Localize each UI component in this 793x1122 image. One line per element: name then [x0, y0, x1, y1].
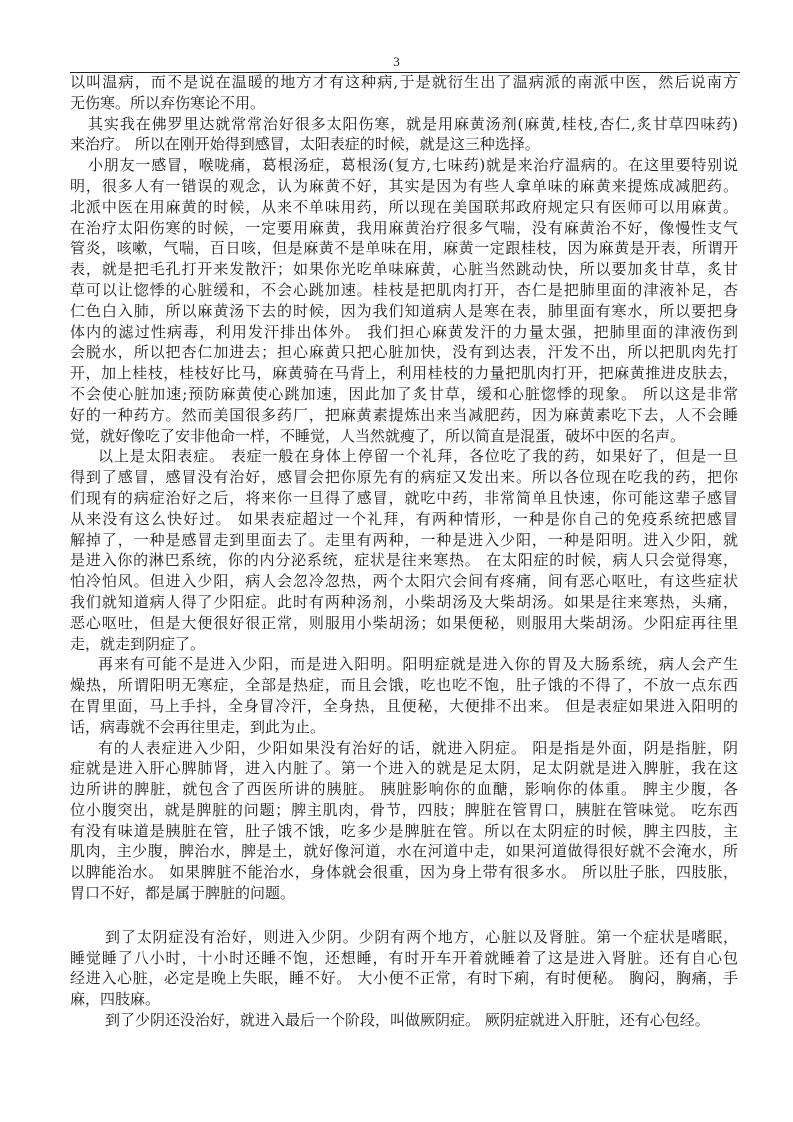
- text-line: 以脾能治水。 如果脾脏不能治水，身体就会很重，因为身上带有很多水。 所以肚子胀，四肢胀，: [70, 863, 738, 882]
- text-line: 北派中医在用麻黄的时候，从来不单味用药，所以现在美国联邦政府规定只有医师可以用麻黄。: [70, 197, 738, 216]
- text-line: 得到了感冒，感冒没有治好，感冒会把你原先有的病症又发出来。所以各位现在吃我的药，把你: [70, 468, 738, 487]
- text-line: 其实我在佛罗里达就常常治好很多太阳伤寒，就是用麻黄汤剂(麻黄,桂枝,杏仁,炙甘草四味药): [88, 114, 738, 133]
- paragraph: [70, 446, 738, 654]
- text-line: 草可以让惚悸的心脏缓和，不会心跳加速。桂枝是把肌肉打开，杏仁是把肺里面的津液补足，杏: [70, 280, 738, 299]
- text-line: 明，很多人有一错误的观念，认为麻黄不好，其实是因为有些人拿单味的麻黄来提炼成减肥药。: [70, 176, 738, 195]
- text-line: 仁色白入肺，所以麻黄汤下去的时候，因为我们知道病人是寒在表，肺里面有寒水，所以要把身: [70, 301, 738, 320]
- text-line: 怕冷怕风。但进入少阳，病人会忽冷忽热，两个太阳穴会间有疼痛，间有恶心呕吐，有这些症状: [70, 572, 738, 591]
- paragraph: [70, 114, 738, 156]
- paragraph: [70, 738, 738, 904]
- text-line: 经进入心脏，必定是晚上失眠，睡不好。 大小便不正常，有时下痢，有时便秘。 胸闷，胸痛，手: [70, 969, 738, 988]
- text-line: 走，就走到阴症了。: [70, 634, 206, 653]
- paragraph: [70, 72, 738, 114]
- text-line: 觉，就好像吃了安非他命一样，不睡觉，人当然就瘦了，所以简直是混蛋，破坏中医的名声。: [70, 426, 686, 445]
- paragraph: [70, 1010, 738, 1031]
- text-line: 无伤寒。所以弃伤寒论不用。: [70, 93, 266, 112]
- text-line: 以叫温病，而不是说在温暖的地方才有这种病,于是就衍生出了温病派的南派中医，然后说南方: [70, 73, 738, 91]
- text-line: 肌肉，主少腹，脾治水，脾是土，就好像河道，水在河道中走，如果河道做得很好就不会淹水，所: [70, 842, 738, 861]
- text-line: 睡觉睡了八小时，十小时还睡不饱，还想睡，有时开车开着就睡着了这是进入肾脏。还有自心包: [70, 948, 738, 967]
- text-line: 解掉了，一种是感冒走到里面去了。走里有两种，一种是进入少阳，一种是阳明。进入少阳，就: [70, 530, 738, 549]
- text-line: 管炎，咳嗽，气喘，百日咳，但是麻黄不是单味在用，麻黄一定跟桂枝，因为麻黄是开表，所谓开: [70, 239, 738, 258]
- text-line: 在治疗太阳伤寒的时候，一定要用麻黄，我用麻黄治疗很多气喘，没有麻黄治不好，像慢性支气: [70, 218, 738, 237]
- text-line: 开，加上桂枝，桂枝好比马，麻黄骑在马背上，利用桂枝的力量把肌肉打开，把麻黄推进皮肤去，: [70, 364, 738, 383]
- text-line: 不会使心脏加速;预防麻黄使心跳加速，因此加了炙甘草，缓和心脏惚悸的现象。 所以这是非常: [70, 384, 738, 403]
- text-line: 有的人表症进入少阳，少阳如果没有治好的话，就进入阴症。 阳是指是外面，阴是指脏，阴: [98, 738, 738, 757]
- text-line: 们现有的病症治好之后，将来你一旦得了感冒，就吃中药，非常简单且快速，你可能这辈子感冒: [70, 488, 738, 507]
- text-line: 到了太阴症没有治好，则进入少阴。少阴有两个地方，心脏以及肾脏。第一个症状是嗜眠，: [105, 927, 738, 946]
- text-line: 是进入你的淋巴系统，你的内分泌系统，症状是往来寒热。 在太阳症的时候，病人只会觉得寒，: [70, 551, 738, 570]
- paragraph: [70, 927, 738, 1010]
- text-line: 小朋友一感冒，喉咙痛，葛根汤症，葛根汤(复方,七味药)就是来治疗温病的。在这里要特别说: [88, 156, 738, 175]
- text-line: 以上是太阳表症。 表症一般在身体上停留一个礼拜，各位吃了我的药，如果好了，但是一旦: [98, 447, 738, 466]
- text-line: 边所讲的脾脏，就包含了西医所讲的胰脏。 胰脏影响你的血醣，影响你的体重。 脾主少腹，各: [70, 780, 738, 799]
- text-line: 来治疗。 所以在刚开始得到感冒，太阳表症的时候，就是这三种选择。: [70, 135, 540, 154]
- text-line: 恶心呕吐，但是大便很好很正常，则服用小柴胡汤；如果便秘，则服用大柴胡汤。少阳症再往里: [70, 613, 738, 632]
- text-line: 体内的滤过性病毒，利用发汗排出体外。 我们担心麻黄发汗的力量太强，把肺里面的津液伤到: [70, 322, 738, 341]
- text-line: 话，病毒就不会再往里走，到此为止。: [70, 717, 326, 736]
- paragraph: [70, 155, 738, 446]
- text-line: 症就是进入肝心脾肺肾，进入内脏了。第一个进入的就是足太阴，足太阴就是进入脾脏，我在这: [70, 759, 738, 778]
- text-line: 会脱水，所以把杏仁加进去；担心麻黄只把心脏加快，没有到达表，汗发不出，所以把肌肉先打: [70, 343, 738, 362]
- document-body: [70, 72, 738, 1031]
- text-line: 麻，四肢麻。: [70, 990, 161, 1009]
- text-line: 在胃里面，马上手抖，全身冒冷汗，全身热，且便秘，大便排不出来。 但是表症如果进入阳明的: [70, 696, 738, 715]
- blank-line: [70, 904, 738, 927]
- text-line: 到了少阴还没治好，就进入最后一个阶段，叫做厥阴症。 厥阴症就进入肝脏，还有心包经。: [105, 1011, 710, 1030]
- text-line: 燥热，所谓阳明无寒症，全部是热症，而且会饿，吃也吃不饱，肚子饿的不得了，不放一点东西: [70, 676, 738, 695]
- text-line: 我们就知道病人得了少阳症。此时有两种汤剂，小柴胡汤及大柴胡汤。如果是往来寒热，头痛，: [70, 592, 738, 611]
- text-line: 胃口不好，都是属于脾脏的问题。: [70, 884, 296, 903]
- text-line: 表，就是把毛孔打开来发散汗；如果你光吃单味麻黄，心脏当然跳动快，所以要加炙甘草，炙甘: [70, 260, 738, 279]
- text-line: 再来有可能不是进入少阳，而是进入阳明。阳明症就是进入你的胃及大肠系统，病人会产生: [98, 655, 738, 674]
- text-line: 从来没有这么快好过。 如果表症超过一个礼拜，有两种情形，一种是你自己的免疫系统把感冒: [70, 509, 738, 528]
- text-line: 有没有味道是胰脏在管，肚子饿不饿，吃多少是脾脏在管。所以在太阴症的时候，脾主四肢，主: [70, 821, 738, 840]
- text-line: 位小腹突出，就是脾脏的问题；脾主肌肉，骨节，四肢；脾脏在管胃口，胰脏在管味觉。 吃东西: [70, 800, 738, 819]
- text-line: 好的一种药方。然而美国很多药厂，把麻黄素提炼出来当减肥药，因为麻黄素吃下去，人不会睡: [70, 405, 738, 424]
- paragraph: [70, 654, 738, 737]
- page-number: 3: [393, 54, 400, 69]
